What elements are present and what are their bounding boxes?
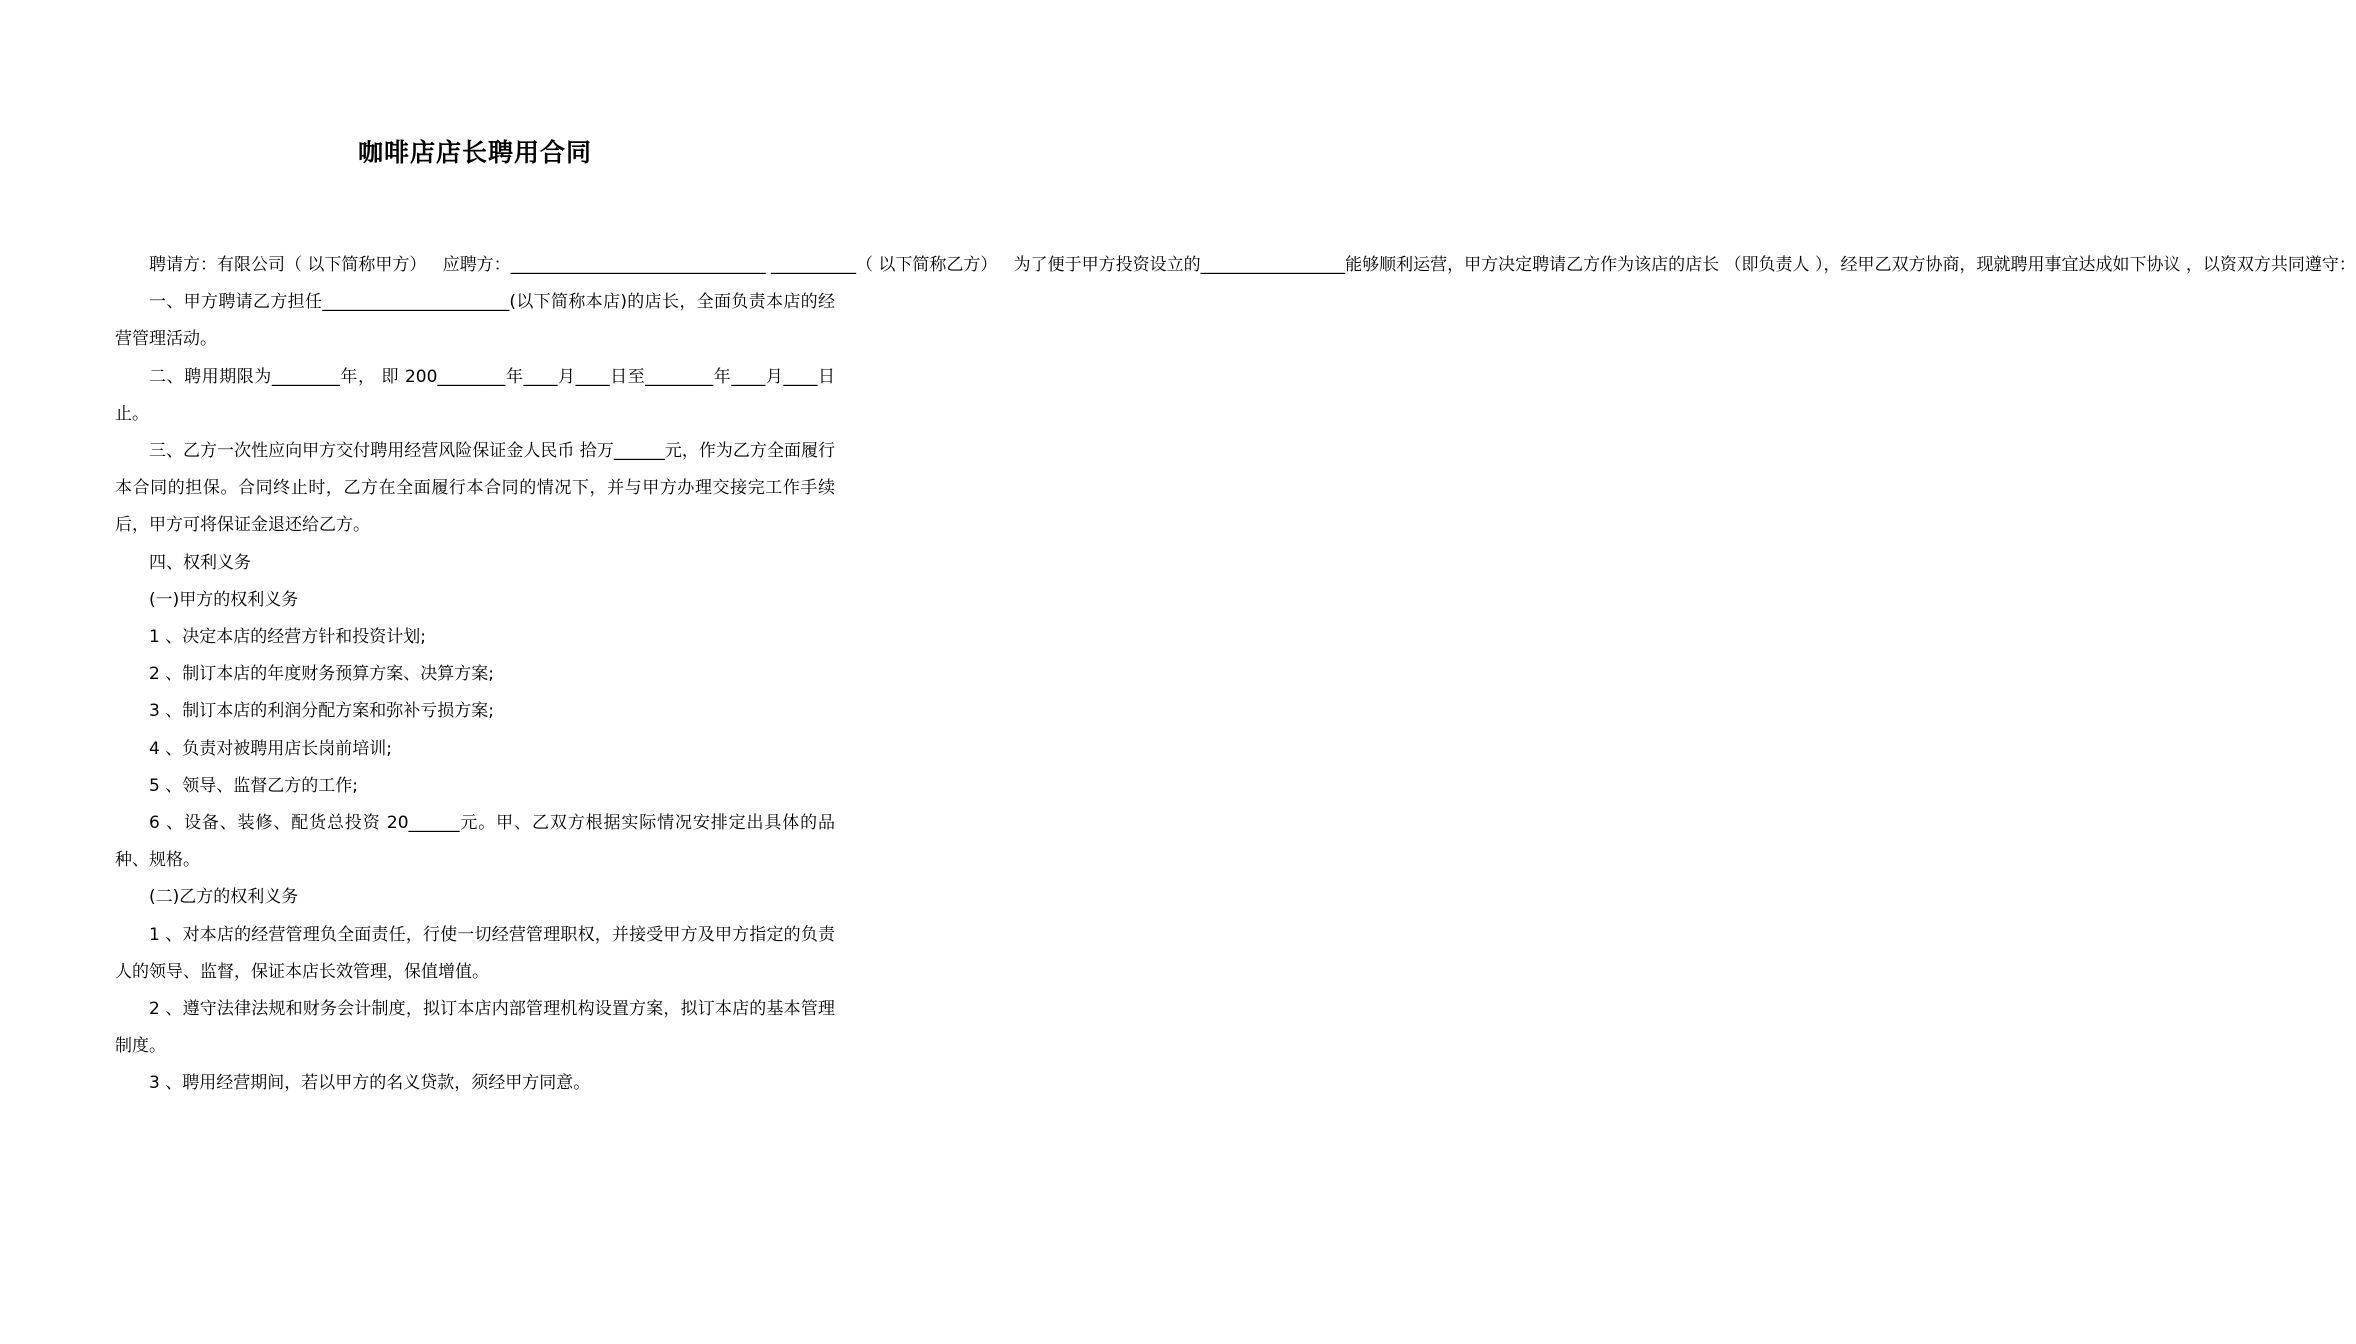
paragraph-party-a-item-5: 5 、领导、监督乙方的工作; <box>149 775 358 796</box>
paragraph-party-a-item-1: 1 、决定本店的经营方针和投资计划; <box>149 627 426 648</box>
paragraph-clause-1: 一、甲方聘请乙方担任______________________(以下简称本店)的店长，全面负责本店的经营管理活动。 <box>115 292 835 350</box>
document-body <box>115 247 2356 1103</box>
paragraph-party-a-item-6: 6 、设备、装修、配货总投资 20______元。甲、乙双方根据实际情况安排定出具体的品种、规格。 <box>115 813 835 871</box>
paragraph-party-b-item-2: 2 、遵守法律法规和财务会计制度，拟订本店内部管理机构设置方案，拟订本店的基本管理制度。 <box>115 999 835 1057</box>
paragraph-clause-2: 二、聘用期限为________年， 即 200________年____月____日至________年____月____日止。 <box>115 366 835 424</box>
paragraph-party-b-heading: (二)乙方的权利义务 <box>149 887 299 908</box>
paragraph-party-a-item-4: 4 、负责对被聘用店长岗前培训; <box>149 738 392 759</box>
paragraph-clause-4-heading: 四、权利义务 <box>149 552 251 573</box>
paragraph-preamble: 聘请方：有限公司（ 以下简称甲方） 应聘方：______________________________ __________（ 以下简称乙方） 为了便于甲方投资设立的_________________能够顺利运营，甲方决定聘请乙方作为该店的店长 （即负责人 ），经甲乙双方协商，现就聘用事宜达成如下协议 ，以资双方共同遵守： <box>149 255 2356 275</box>
paragraph-party-b-item-3: 3 、聘用经营期间，若以甲方的名义贷款，须经甲方同意。 <box>149 1073 591 1094</box>
paragraph-party-a-item-2: 2 、制订本店的年度财务预算方案、决算方案; <box>149 664 494 685</box>
document-title: 咖啡店店长聘用合同 <box>357 138 592 167</box>
paragraph-party-a-item-3: 3 、制订本店的利润分配方案和弥补亏损方案; <box>149 701 494 722</box>
paragraph-party-a-heading: (一)甲方的权利义务 <box>149 589 299 610</box>
paragraph-party-b-item-1: 1 、对本店的经营管理负全面责任，行使一切经营管理职权，并接受甲方及甲方指定的负责人的领导、监督，保证本店长效管理，保值增值。 <box>115 924 835 982</box>
paragraph-clause-3: 三、乙方一次性应向甲方交付聘用经营风险保证金人民币 拾万______元，作为乙方全面履行本合同的担保。合同终止时，乙方在全面履行本合同的情况下，并与甲方办理交接完工作手续后，甲方可将保证金退还给乙方。 <box>115 441 835 536</box>
